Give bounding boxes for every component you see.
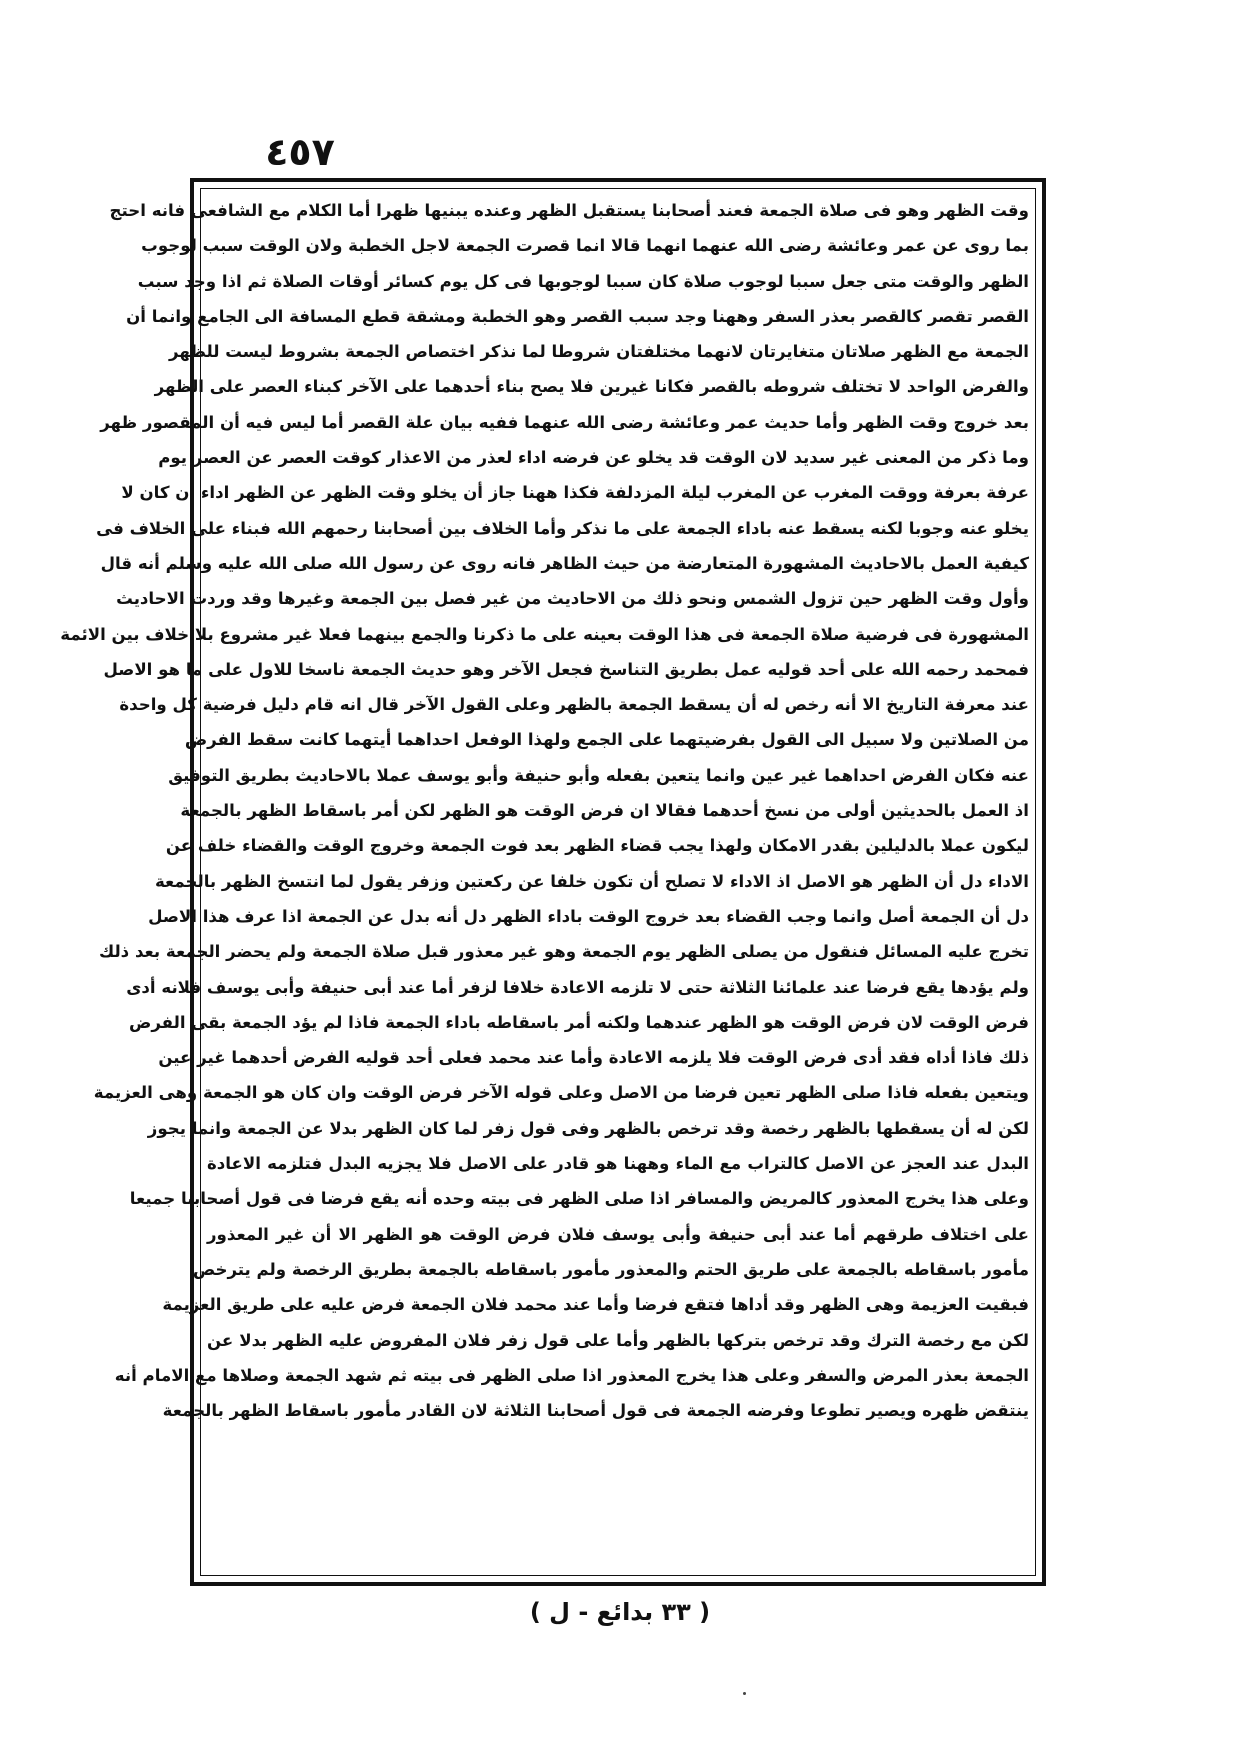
body-line: الجمعة بعذر المرض والسفر وعلى هذا يخرج المعذور اذا صلى الظهر فى بيته ثم شهد الجمعة وصلاها مع الامام أنه <box>114 1365 1029 1385</box>
body-line: ذلك فاذا أداه فقد أدى فرض الوقت فلا يلزمه الاعادة وأما عند محمد فعلى أحد قوليه الفرض أحدهما غير عين <box>158 1048 1029 1068</box>
scan-speck <box>743 1692 746 1695</box>
body-line: من الصلاتين ولا سبيل الى القول بفرضيتهما على الجمع ولهذا الوفعل احداهما أيتهما كانت سقط الفرض <box>184 730 1029 750</box>
body-line: اذ العمل بالحديثين أولى من نسخ أحدهما فقالا ان فرض الوقت هو الظهر لكن أمر باسقاط الظهر بالجمعة <box>180 801 1029 821</box>
body-line: عنه فكان الفرض احداهما غير عين وانما يتعين بفعله وأبو حنيفة وأبو يوسف عملا بالاحاديث بطريق التوفيق <box>168 765 1029 785</box>
body-line: القصر تقصر كالقصر بعذر السفر وههنا وجد سبب القصر وهو الخطبة ومشقة قطع المسافة الى الجامع وانما أن <box>126 306 1029 326</box>
body-line: لكن مع رخصة الترك وقد ترخص بتركها بالظهر وأما على قول زفر فلان المفروض عليه الظهر بدلا عن <box>207 1330 1029 1350</box>
body-line: على اختلاف طرقهم أما عند أبى حنيفة وأبى يوسف فلان فرض الوقت هو الظهر الا أن غير المعذور <box>207 1224 1029 1244</box>
body-line: الاداء دل أن الظهر هو الاصل اذ الاداء لا تصلح أن تكون خلفا عن ركعتين وزفر يقول لما انتسخ الظهر بالجمعة <box>154 871 1029 891</box>
body-line: عند معرفة التاريخ الا أنه رخص له أن يسقط الجمعة بالظهر وعلى القول الآخر قال انه قام دليل فرضية كل واحدة <box>119 695 1029 715</box>
body-line: تخرج عليه المسائل فنقول من يصلى الظهر يوم الجمعة وهو غير معذور قبل صلاة الجمعة ولم يحضر الجمعة بعد ذلك <box>99 942 1029 962</box>
body-line: يخلو عنه وجوبا لكنه يسقط عنه باداء الجمعة على ما نذكر وأما الخلاف بين أصحابنا رحمهم الله فبناء على الخلاف فى <box>96 518 1029 538</box>
body-line: وأول وقت الظهر حين تزول الشمس ونحو ذلك من الاحاديث من غير فصل بين الجمعة وغيرها وقد وردت الاحاديث <box>116 589 1029 609</box>
body-line: ويتعين بفعله فاذا صلى الظهر تعين فرضا من الاصل وعلى قوله الآخر فرض الوقت وان كان هو الجمعة وهى العزيمة <box>93 1083 1029 1103</box>
text-frame-outer <box>60 178 1046 1586</box>
body-line: وعلى هذا يخرج المعذور كالمريض والمسافر اذا صلى الظهر فى بيته وحده أنه يقع فرضا فى قول أصحابنا جميعا <box>129 1189 1029 1209</box>
body-text <box>60 193 1029 1579</box>
body-line: والفرض الواحد لا تختلف شروطه بالقصر فكانا غيرين فلا يصح بناء أحدهما على الآخر كبناء العصر على الظهر <box>154 377 1029 397</box>
body-line: ليكون عملا بالدليلين بقدر الامكان ولهذا يجب قضاء الظهر بعد فوت الجمعة وخروج الوقت والقضاء خلف عن <box>165 836 1029 856</box>
body-line: عرفة بعرفة ووقت المغرب عن المغرب ليلة المزدلفة فكذا ههنا جاز أن يخلو وقت الظهر عن الظهر اداء ان كان لا <box>121 483 1029 503</box>
body-line: مأمور باسقاطه بالجمعة على طريق الحتم والمعذور مأمور باسقاطه بالجمعة بطريق الرخصة ولم يترخص <box>192 1259 1029 1279</box>
body-line: لكن له أن يسقطها بالظهر رخصة وقد ترخص بالظهر وفى قول زفر لما كان الظهر بدلا عن الجمعة وانما يجوز <box>147 1118 1029 1138</box>
body-line: فرض الوقت لان فرض الوقت هو الظهر عندهما ولكنه أمر باسقاطه باداء الجمعة فاذا لم يؤد الجمعة بقى الفرض <box>129 1012 1029 1032</box>
body-line: بما روى عن عمر وعائشة رضى الله عنهما انهما قالا انما قصرت الجمعة لاجل الخطبة ولان الوقت سبب لوجوب <box>141 236 1029 256</box>
body-line: ينتقض ظهره ويصير تطوعا وفرضه الجمعة فى قول أصحابنا الثلاثة لان القادر مأمور باسقاط الظهر بالجمعة <box>162 1401 1029 1421</box>
page-number: ٤٥٧ <box>265 130 335 174</box>
body-line: دل أن الجمعة أصل وانما وجب القضاء بعد خروج الوقت باداء الظهر دل أنه بدل عن الجمعة اذا عرف هذا الاصل <box>148 906 1029 926</box>
body-line: وقت الظهر وهو فى صلاة الجمعة فعند أصحابنا يستقبل الظهر وعنده يبنيها ظهرا أما الكلام مع الشافعى فانه احتج <box>109 201 1029 220</box>
body-line: الظهر والوقت متى جعل سببا لوجوب صلاة كان سببا لوجوبها فى كل يوم كسائر أوقات الصلاة ثم اذا وجد سبب <box>137 271 1029 291</box>
body-line: وما ذكر من المعنى غير سديد لان الوقت قد يخلو عن فرضه اداء لعذر من الاعذار كوقت العصر عن العصر يوم <box>158 448 1029 468</box>
body-line: الجمعة مع الظهر صلاتان متغايرتان لانهما مختلفتان شروطا لما نذكر اختصاص الجمعة بشروط ليست للظهر <box>169 342 1029 362</box>
footer-signature-mark: ( ٣٣ بدائع - ل ) <box>529 1598 711 1626</box>
body-line: المشهورة فى فرضية صلاة الجمعة فى هذا الوقت بعينه على ما ذكرنا والجمع بينهما فعلا غير مشروع بلا خلاف بين الائمة <box>60 624 1029 644</box>
body-line: ولم يؤدها يقع فرضا عند علمائنا الثلاثة حتى لا تلزمه الاعادة خلافا لزفر أما عند أبى حنيفة وأبى يوسف فلانه أدى <box>126 977 1029 997</box>
body-line: فبقيت العزيمة وهى الظهر وقد أداها فتقع فرضا وأما عند محمد فلان الجمعة فرض عليه على طريق العزيمة <box>162 1295 1029 1315</box>
body-line: فمحمد رحمه الله على أحد قوليه عمل بطريق التناسخ فجعل الآخر وهو حديث الجمعة ناسخا للاول على ما هو الاصل <box>103 659 1029 679</box>
text-frame-inner <box>60 188 1036 1576</box>
body-line: بعد خروج وقت الظهر وأما حديث عمر وعائشة رضى الله عنهما ففيه بيان علة القصر أما ليس فيه أن المقصور ظهر <box>100 412 1029 432</box>
body-line: البدل عند العجز عن الاصل كالتراب مع الماء وههنا هو قادر على الاصل فلا يجزيه البدل فتلزمه الاعادة <box>207 1154 1029 1174</box>
body-line: كيفية العمل بالاحاديث المشهورة المتعارضة من حيث الظاهر فانه روى عن رسول الله صلى الله عليه وسلم أنه قال <box>100 553 1029 573</box>
